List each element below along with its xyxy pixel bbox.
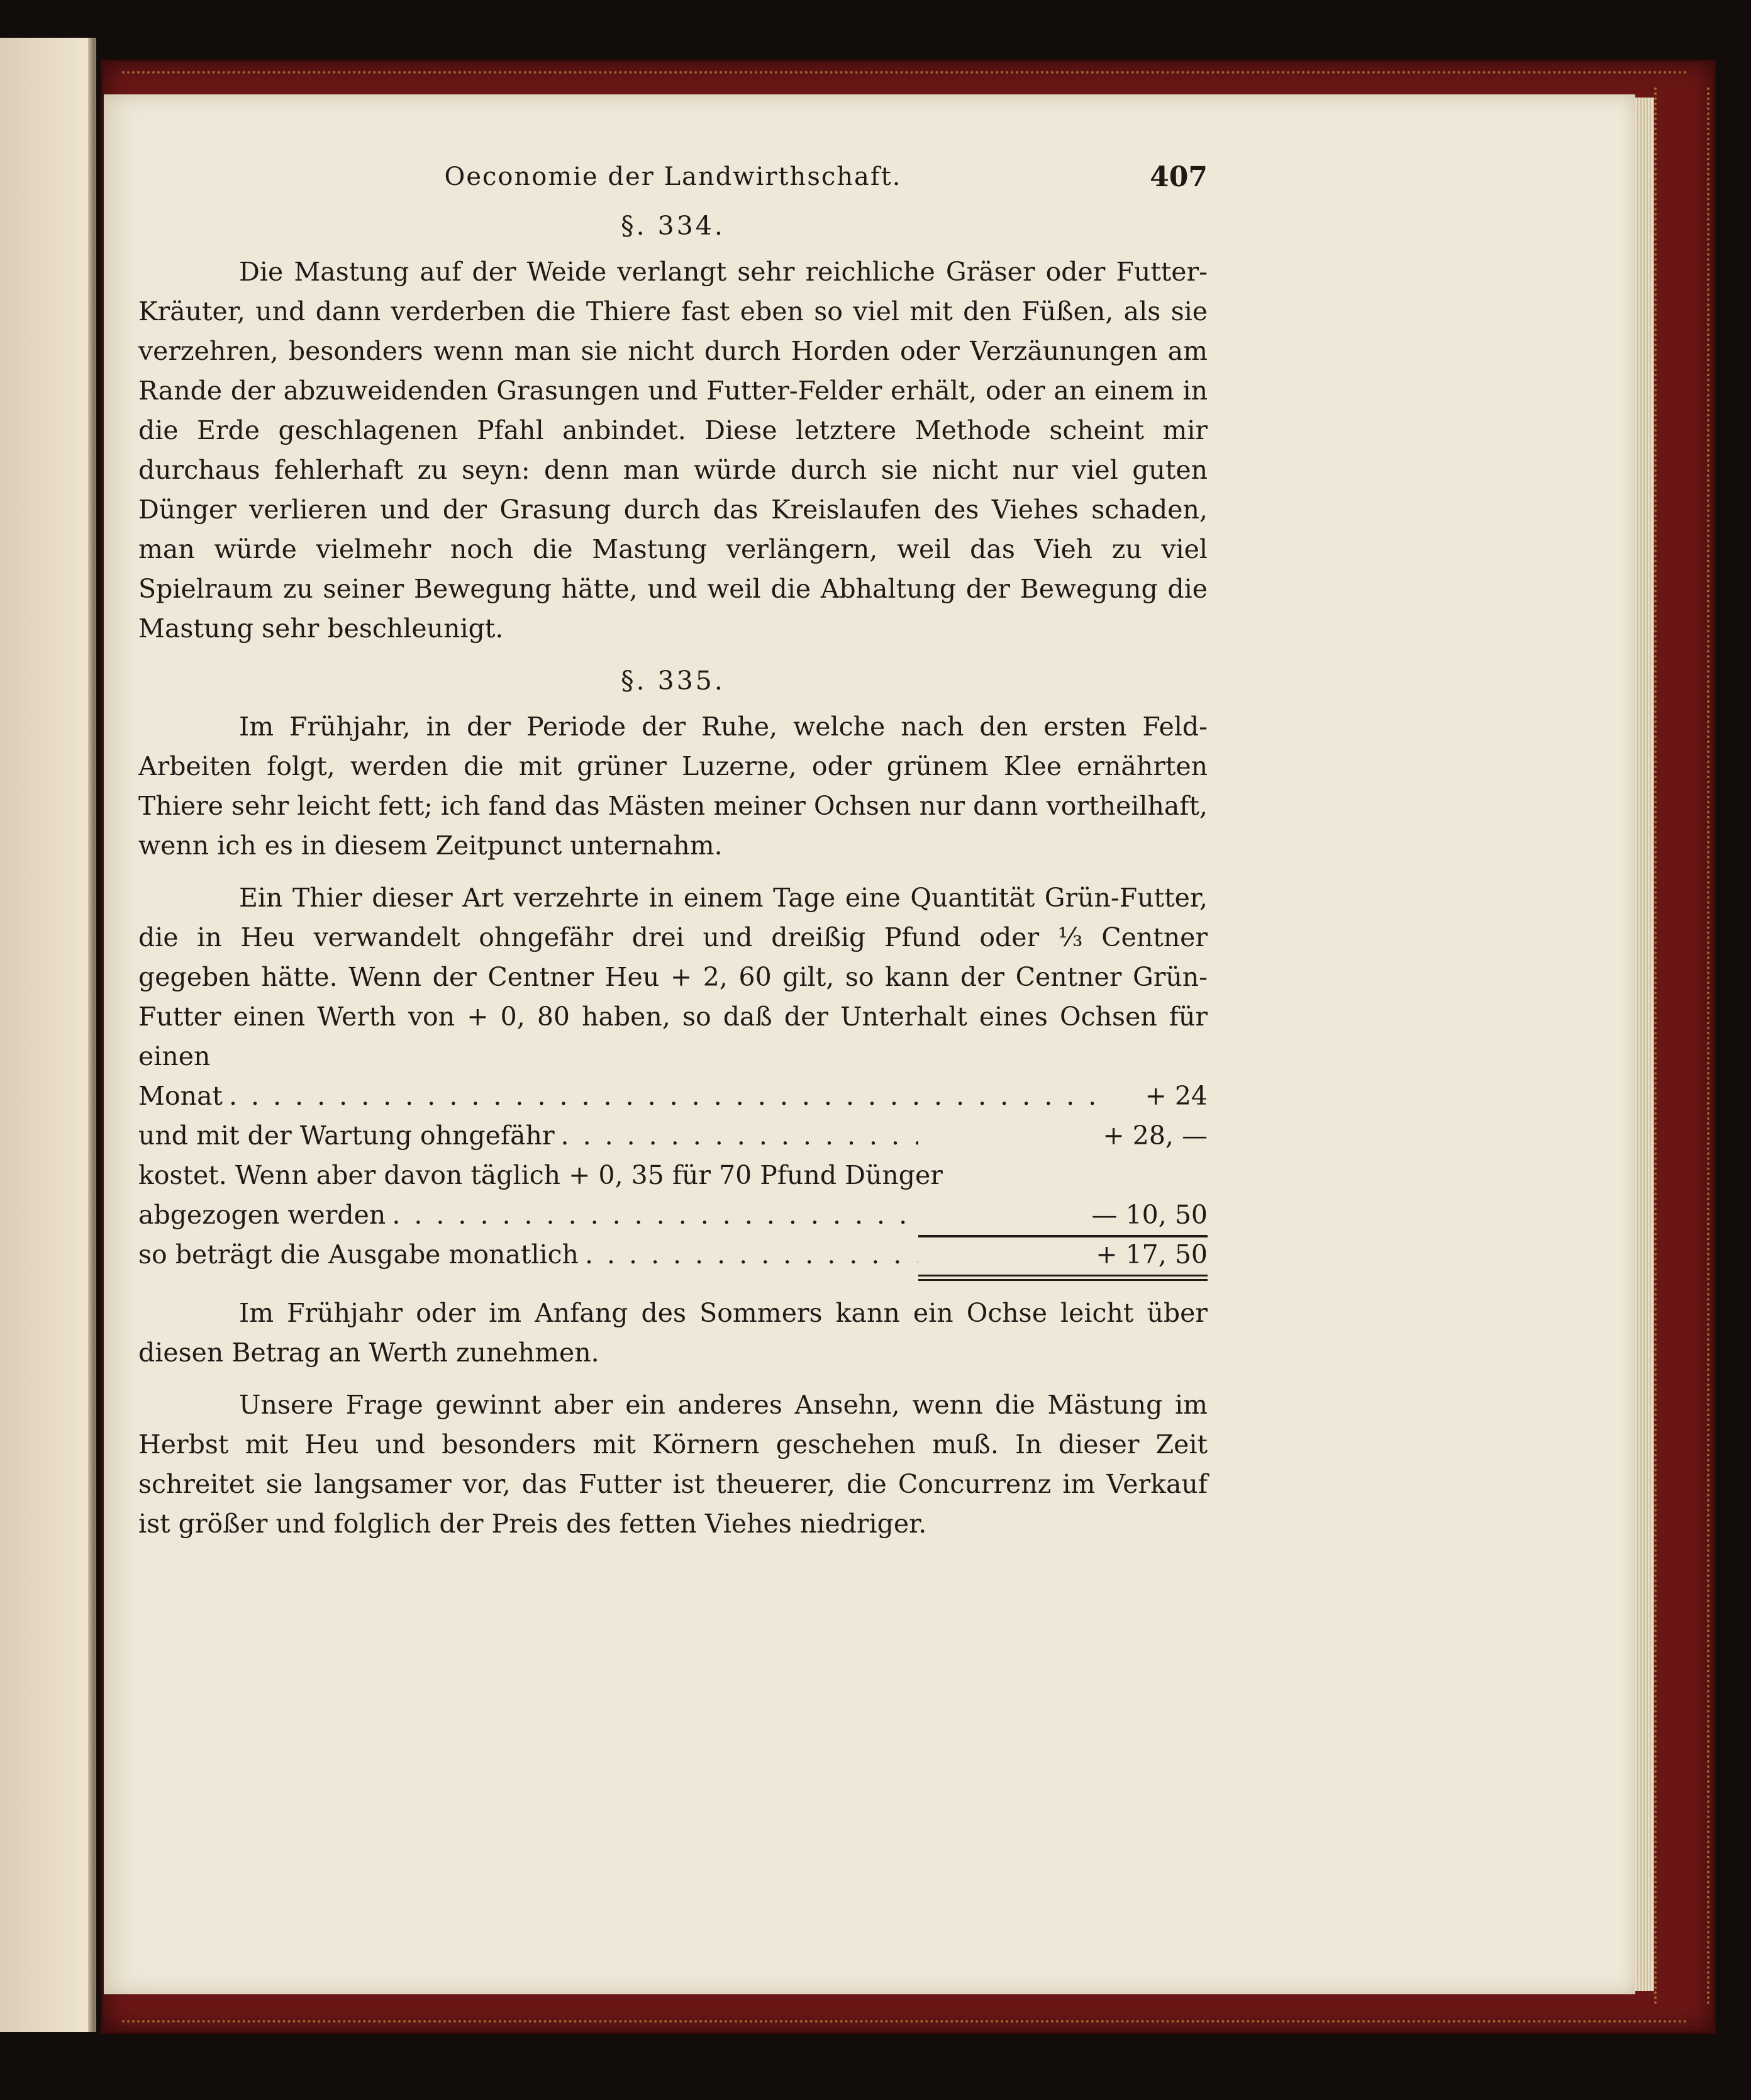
account-label: kostet. Wenn aber davon täglich + 0, 35 für 70 Pfund Dünger: [138, 1160, 943, 1190]
gilt-border-bottom: [122, 1995, 1688, 2023]
dot-leader: [579, 1235, 918, 1275]
paragraph-335-2: Ein Thier dieser Art verzehrte in einem Tage eine Quantität Grün-Futter, die in Heu verwandelt ohngefähr drei und dreißig Pfund oder ⅓ Centner gegeben hätte. Wenn der Centner Heu + 2, 60 gilt, so kann der Centner Grün-Futter einen Werth von + 0, 80 haben, so daß der Unterhalt eines Ochsen für einen: [138, 883, 1208, 1071]
account-row: [138, 1076, 1208, 1116]
cost-account: [138, 1076, 1208, 1275]
gilt-border-right: [1654, 87, 1709, 2006]
account-label: so beträgt die Ausgabe monatlich: [138, 1239, 579, 1270]
account-row-total: [138, 1235, 1208, 1275]
dot-leader: [223, 1076, 1107, 1116]
running-head-title: Oeconomie der Landwirthschaft.: [444, 162, 902, 191]
closing-paragraph-1: Im Frühjahr oder im Anfang des Sommers kann ein Ochse leicht über diesen Betrag an Werth zunehmen.: [138, 1298, 1208, 1368]
section-heading-335: §. 335.: [621, 666, 725, 696]
section-heading-334: §. 334.: [621, 211, 725, 241]
account-amount: — 10, 50: [918, 1195, 1208, 1237]
dot-leader: [386, 1195, 918, 1235]
account-amount: + 28, —: [1103, 1120, 1208, 1151]
account-row: [138, 1116, 1208, 1156]
running-head: [138, 157, 1208, 201]
closing-paragraph-2: Unsere Frage gewinnt aber ein anderes Ansehn, wenn die Mästung im Herbst mit Heu und besonders mit Körnern geschehen muß. In dieser Zeit schreitet sie langsamer vor, das Futter ist theuerer, die Concurrenz im Verkauf ist größer und folglich der Preis des fetten Viehes niedriger.: [138, 1390, 1208, 1539]
left-page-edge: [0, 38, 96, 2032]
account-amount: + 24: [1145, 1081, 1208, 1111]
account-amount: + 17, 50: [918, 1235, 1208, 1281]
account-label: und mit der Wartung ohngefähr: [138, 1120, 555, 1151]
dot-leader: [555, 1116, 918, 1156]
left-page-gutter: [88, 38, 94, 2032]
paragraph-335-1: Im Frühjahr, in der Periode der Ruhe, welche nach den ersten Feld-Arbeiten folgt, werden die mit grüner Luzerne, oder grünem Klee ernährten Thiere sehr leicht fett; ich fand das Mästen meiner Ochsen nur dann vortheilhaft, wenn ich es in diesem Zeitpunct unternahm.: [138, 712, 1208, 861]
account-row: [138, 1156, 1208, 1195]
page-text-block: [138, 157, 1208, 1556]
account-label: abgezogen werden: [138, 1200, 386, 1230]
page-block-edge: [1635, 98, 1654, 1991]
paragraph-334: Die Mastung auf der Weide verlangt sehr reichliche Gräser oder Futter-Kräuter, und dann verderben die Thiere fast eben so viel mit den Füßen, als sie verzehren, besonders wenn man sie nicht durch Horden oder Verzäunungen am Rande der abzuweidenden Grasungen und Futter-Felder erhält, oder an einem in die Erde geschlagenen Pfahl anbindet. Diese letztere Methode scheint mir durchaus fehlerhaft zu seyn: denn man würde durch sie nicht nur viel guten Dünger verlieren und der Grasung durch das Kreislaufen des Viehes schaden, man würde vielmehr noch die Mastung verlängern, weil das Vieh zu viel Spielraum zu seiner Bewegung hätte, und weil die Abhaltung der Bewegung die Mastung sehr beschleunigt.: [138, 257, 1208, 644]
page-number: 407: [1150, 161, 1208, 193]
account-label: Monat: [138, 1081, 223, 1111]
account-row: [138, 1195, 1208, 1235]
